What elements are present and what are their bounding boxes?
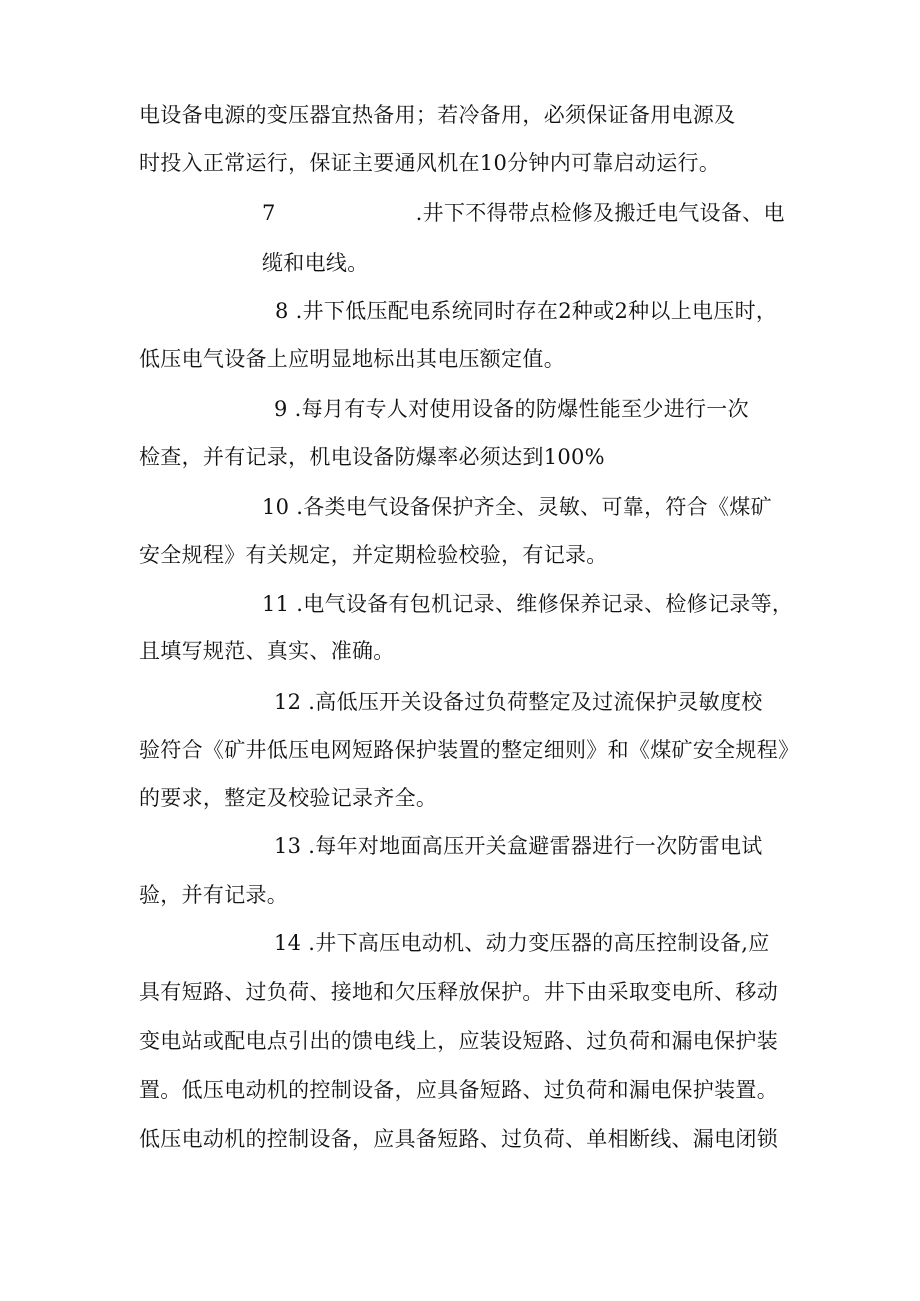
- text-line: 电设备电源的变压器宜热备用；若冷备用，必须保证备用电源及: [139, 103, 736, 127]
- text-line: 置。低压电动机的控制设备，应具备短路、过负荷和漏电保护装置。: [139, 1078, 778, 1102]
- text-line: 的要求，整定及校验记录齐全。: [139, 786, 438, 810]
- text-line: 低压电动机的控制设备，应具备短路、过负荷、单相断线、漏电闭锁: [139, 1127, 778, 1151]
- item-text: .井下不得带点检修及搬迁电气设备、电: [415, 201, 785, 225]
- text-line: 11 .电气设备有包机记录、维修保养记录、检修记录等，: [262, 592, 794, 616]
- text-line: 变电站或配电点引出的馈电线上，应装设短路、过负荷和漏电保护装: [139, 1029, 778, 1053]
- text-line: [262, 199, 785, 227]
- text-line: 10 .各类电气设备保护齐全、灵敏、可靠，符合《煤矿: [262, 495, 772, 519]
- text-line: 9 .每月有专人对使用设备的防爆性能至少进行一次: [274, 397, 749, 421]
- text-line: 13 .每年对地面高压开关盒避雷器进行一次防雷电试: [274, 834, 763, 858]
- text-line: 时投入正常运行，保证主要通风机在10分钟内可靠启动运行。: [139, 151, 721, 175]
- item-number: 7: [262, 201, 276, 225]
- text-line: 8 .井下低压配电系统同时存在2种或2种以上电压时，: [275, 299, 778, 323]
- text-line: 具有短路、过负荷、接地和欠压释放保护。井下由采取变电所、移动: [139, 980, 778, 1004]
- text-line: 验，并有记录。: [139, 883, 289, 907]
- text-line: 12 .高低压开关设备过负荷整定及过流保护灵敏度校: [274, 690, 763, 714]
- text-line: 验符合《矿井低压电网短路保护装置的整定细则》和《煤矿安全规程》: [139, 738, 800, 762]
- text-line: 安全规程》有关规定，并定期检验校验，有记录。: [139, 543, 608, 567]
- text-line: 检查，并有记录，机电设备防爆率必须达到100%: [139, 445, 605, 469]
- text-line: 低压电气设备上应明显地标出其电压额定值。: [139, 347, 565, 371]
- text-line: 缆和电线。: [262, 251, 369, 275]
- text-line: 14 .井下高压电动机、动力变压器的高压控制设备,应: [274, 931, 770, 955]
- text-line: 且填写规范、真实、准确。: [139, 639, 395, 663]
